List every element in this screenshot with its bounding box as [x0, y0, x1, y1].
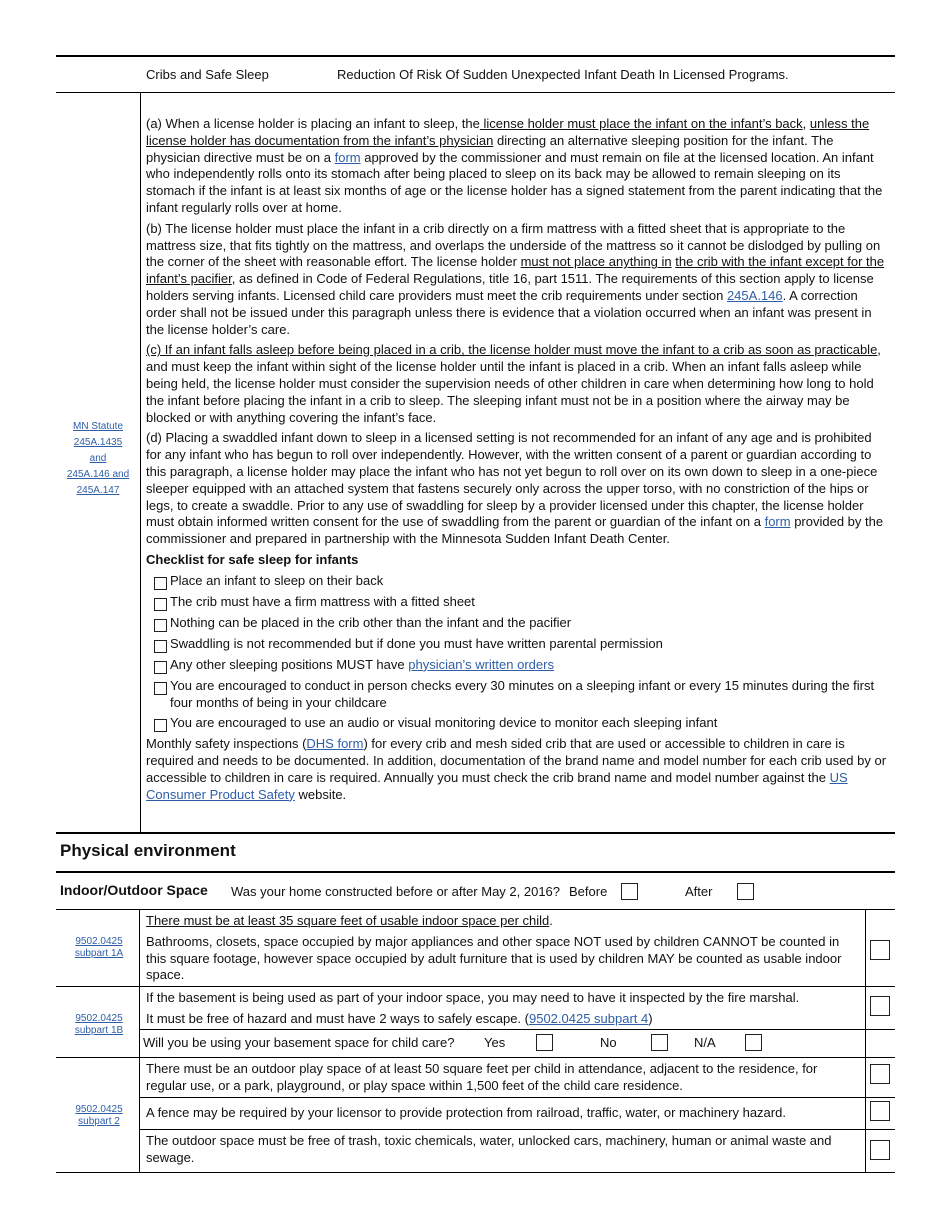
- checklist-item: You are encouraged to conduct in person checks every 30 minutes on a sleeping infant or every 15 minutes during the first four months of being in your childcare: [146, 678, 888, 712]
- before-label: Before: [569, 884, 608, 899]
- section-label: Cribs and Safe Sleep: [146, 67, 269, 82]
- physical-rule: [56, 871, 895, 873]
- checklist-item: Nothing can be placed in the crib other than the infant and the pacifier: [146, 615, 888, 632]
- statute-ref-line[interactable]: MN Statute: [72, 421, 124, 432]
- checkbox[interactable]: [154, 661, 167, 674]
- form-link[interactable]: form: [334, 149, 361, 165]
- table-rule: [140, 1129, 895, 1130]
- construction-question: Was your home constructed before or after May 2, 2016?: [231, 884, 561, 899]
- monthly-inspection-note: Monthly safety inspections (DHS form) for every crib and mesh sided crib that are used or accessible to children in care is required and needs to be documented. In addition, documentation of the brand name and model number for each crib used by or accessible to children in care is required. Annually you must check the crib brand name and model number against the US Consumer Product Safety website.: [146, 736, 887, 802]
- dhs-form-link[interactable]: DHS form: [306, 736, 364, 752]
- basement-no-checkbox[interactable]: [651, 1034, 668, 1051]
- checkbox[interactable]: [154, 682, 167, 695]
- row-3c-text: The outdoor space must be free of trash, toxic chemicals, water, unlocked cars, machinery, human or animal waste and sewage.: [146, 1133, 832, 1165]
- cpsc-link[interactable]: US Consumer Product Safety: [146, 769, 848, 802]
- row-2-text: If the basement is being used as part of your indoor space, you may need to have it inspected by the fire marshal. It must be free of hazard and must have 2 ways to safely escape. (9502.0425 subpart 4): [146, 990, 800, 1026]
- physical-environment-heading: Physical environment: [60, 841, 236, 860]
- section-title: Reduction Of Risk Of Sudden Unexpected Infant Death In Licensed Programs.: [337, 67, 789, 82]
- row-3b-text: A fence may be required by your licensor to provide protection from railroad, traffic, water, or machinery hazard.: [146, 1105, 786, 1120]
- statute-ref-line[interactable]: 245A.1435: [73, 437, 123, 448]
- statute-245a146-link[interactable]: 245A.146: [726, 287, 783, 303]
- table-bottom-rule: [56, 1172, 895, 1173]
- indoor-outdoor-heading: Indoor/Outdoor Space: [60, 882, 208, 898]
- statute-ref-line[interactable]: 245A.146 and: [66, 469, 130, 480]
- row-1-checkbox[interactable]: [870, 940, 890, 960]
- checkbox[interactable]: [154, 598, 167, 611]
- header-rule: [56, 92, 895, 93]
- rule-ref-1a[interactable]: 9502.0425 subpart 1A: [74, 936, 124, 959]
- top-rule: [56, 55, 895, 57]
- subpart-4-link[interactable]: 9502.0425 subpart 4: [528, 1010, 649, 1026]
- checklist-item: You are encouraged to use an audio or visual monitoring device to monitor each sleeping infant: [146, 715, 888, 732]
- checkbox[interactable]: [154, 719, 167, 732]
- paragraph-d: (d) Placing a swaddled infant down to sleep in a licensed setting is not recommended for an infant of any age and is prohibited for any infant who has begun to roll over independently. However, with the written consent of a parent or guardian according to this paragraph, a license holder may place the infant who has not yet begun to roll over on its own down to sleep in a one-piece sleeper equipped with an attached system that fastens securely only across the upper torso, with no constriction of the hips or legs, to create a swaddle. Prior to any use of swaddling for sleep by a provider licensed under this chapter, the license holder must obtain informed written consent for the use of swaddling from the parent or guardian of the infant on a form provided by the commissioner and prepared in partnership with the Minnesota Sudden Infant Death Center.: [146, 430, 884, 547]
- statute-ref-line[interactable]: 245A.147: [76, 485, 120, 496]
- row-2-checkbox[interactable]: [870, 996, 890, 1016]
- checklist-title: Checklist for safe sleep for infants: [146, 551, 359, 567]
- physician-orders-link[interactable]: physician’s written orders: [408, 656, 554, 672]
- checklist-item: Place an infant to sleep on their back: [146, 573, 888, 590]
- before-checkbox[interactable]: [621, 883, 638, 900]
- statute-reference[interactable]: [58, 419, 138, 499]
- table-rule: [56, 1057, 895, 1058]
- checklist-item: The crib must have a firm mattress with a fitted sheet: [146, 594, 888, 611]
- row-1-text: There must be at least 35 square feet of usable indoor space per child. Bathrooms, closets, space occupied by major appliances and other space NOT used by children CANNOT be counted in this square footage, however space occupied by adult furniture that is used by children MAY be counted as usable indoor space.: [146, 913, 842, 983]
- checkbox[interactable]: [154, 640, 167, 653]
- checkbox[interactable]: [154, 577, 167, 590]
- paragraph-b: (b) The license holder must place the infant in a crib directly on a firm mattress with a fitted sheet that is appropriate to the mattress size, that fits tightly on the mattress, and overlaps the underside of the mattress so it cannot be dislodged by pulling on the corner of the sheet with reasonable effort. The license holder must not place anything in the crib with the infant except for the infant’s pacifier, as defined in Code of Federal Regulations, title 16, part 1511. The requirements of this section apply to license holders serving infants. Licensed child care providers must meet the crib requirements under section 245A.146. A correction order shall not be issued under this paragraph unless there is evidence that a violation occurred when an infant was present in the license holder’s care.: [146, 220, 885, 337]
- table-rule: [140, 1029, 895, 1030]
- row-3a-text: There must be an outdoor play space of at least 50 square feet per child in attendance, adjacent to the residence, for regular use, or a park, playground, or play space within 1,500 feet of the child care residence.: [146, 1061, 818, 1093]
- checklist-item: Swaddling is not recommended but if done you must have written parental permission: [146, 636, 888, 653]
- table-rule: [140, 1097, 895, 1098]
- table-right-divider: [865, 910, 866, 1173]
- row-3a-checkbox[interactable]: [870, 1064, 890, 1084]
- rule-ref-1b[interactable]: 9502.0425 subpart 1B: [74, 1013, 124, 1036]
- statute-ref-line[interactable]: and: [89, 453, 107, 464]
- section-end-rule: [56, 832, 895, 834]
- table-rule: [56, 909, 895, 910]
- row-3b-checkbox[interactable]: [870, 1101, 890, 1121]
- basement-question: Will you be using your basement space for child care?: [143, 1035, 455, 1050]
- checkbox[interactable]: [154, 619, 167, 632]
- na-label: N/A: [694, 1035, 716, 1050]
- after-checkbox[interactable]: [737, 883, 754, 900]
- section-divider: [140, 93, 141, 833]
- rule-ref-2[interactable]: 9502.0425 subpart 2: [75, 1104, 123, 1127]
- yes-label: Yes: [484, 1035, 506, 1050]
- after-label: After: [685, 884, 713, 899]
- swaddle-form-link[interactable]: form: [764, 514, 791, 530]
- basement-yes-checkbox[interactable]: [536, 1034, 553, 1051]
- row-3c-checkbox[interactable]: [870, 1140, 890, 1160]
- basement-na-checkbox[interactable]: [745, 1034, 762, 1051]
- paragraph-a: (a) When a license holder is placing an infant to sleep, the license holder must place the infant on the infant’s back, unless the license holder has documentation from the infant’s physician directing an alternative sleeping position for the infant. The physician directive must be on a form approved by the commissioner and must remain on file at the licensed location. An infant who independently rolls onto its stomach after being placed to sleep on its back may be allowed to remain sleeping on its stomach if the infant is at least six months of age or the license holder has a signed statement from the parent indicating that the infant regularly rolls over at home.: [146, 116, 883, 215]
- table-rule: [56, 986, 895, 987]
- checklist-item: Any other sleeping positions MUST have physician’s written orders: [146, 657, 888, 674]
- statute-body: [146, 116, 888, 808]
- paragraph-c: (c) If an infant falls asleep before being placed in a crib, the license holder must move the infant to a crib as soon as practicable, and must keep the infant within sight of the license holder until the infant is placed in a crib. When an infant falls asleep while being held, the license holder must consider the supervision needs of other children in care when determining how long to hold the infant before placing the infant in a crib to sleep. The sleeping infant must not be in a position where the airway may be blocked or with anything covering the infant’s face.: [146, 342, 881, 425]
- no-label: No: [600, 1035, 617, 1050]
